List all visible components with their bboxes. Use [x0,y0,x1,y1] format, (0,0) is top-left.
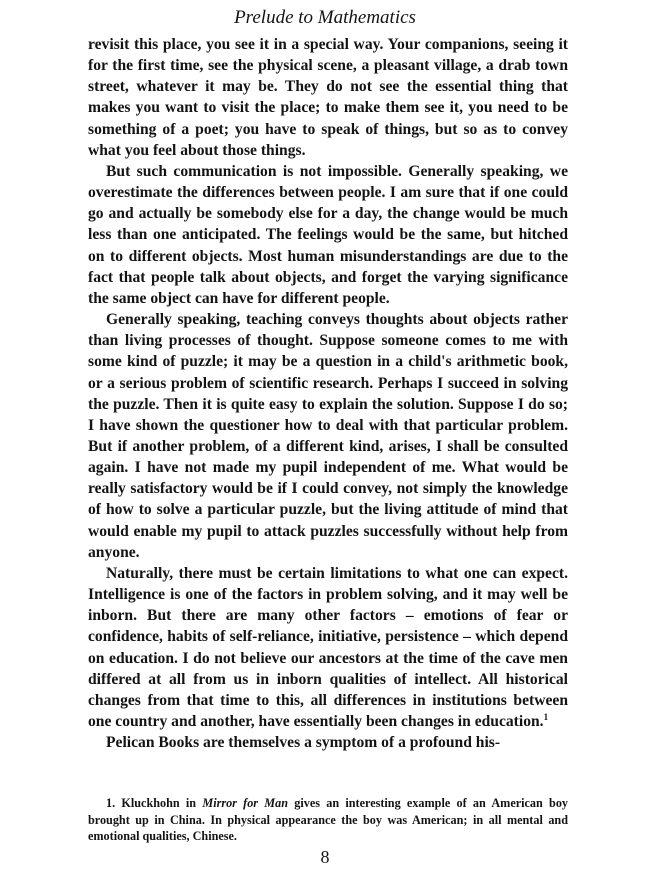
running-head: Prelude to Mathematics [234,7,416,28]
body-text [88,34,568,753]
footnote-reference: 1 [543,711,549,722]
footnote-book-title: Mirror for Man [202,796,289,810]
paragraph-text: Naturally, there must be certain limitations to what one can expect. Intelligence is one of the factors in problem solving, and it may well be inborn. But there are many other factors – emotions of fear or confidence, habits of self-reliance, initiative, persistence – which depend on education. I do not believe our ancestors at the time of the cave men differed at all from us in inborn qualities of intellect. All historical changes from that time to this, all differences in institutions between one country and another, have essentially been changes in education. [88,564,568,730]
footnote-text: gives an interesting example of an American boy brought up in China. In physical appearance the boy was American; in all mental and emotional qualities, Chinese. [88,796,569,843]
paragraph-continued: revisit this place, you see it in a special way. Your companions, seeing it for the first time, see the physical scene, a pleasant village, a drab town street, whatever it may be. They do not see the essential thing that makes you want to visit the place; to make them see it, you need to be something of a poet; you have to speak of things, but so as to convey what you feel about those things. [88,36,568,159]
paragraph-with-footnote [88,563,568,732]
paragraph: Generally speaking, teaching conveys thoughts about objects rather than living processes of thought. Suppose someone comes to me with some kind of puzzle; it may be a question in a child's arithmetic book, or a serious problem of scientific research. Perhaps I succeed in solving the puzzle. Then it is quite easy to explain the solution. Suppose I do so; I have shown the questioner how to deal with that particular problem. But if another problem, of a different kind, arises, I shall be consulted again. I have not made my pupil independent of me. What would be really satisfactory would be if I could convey, not simply the knowledge of how to solve a particular puzzle, but the living attitude of mind that would enable my pupil to attack puzzles successfully without help from anyone. [88,311,568,561]
footnote-number: 1. [106,796,116,810]
footnote-text: Kluckhohn in [121,796,197,810]
paragraph-last-line: Pelican Books are themselves a symptom of a profound his- [106,734,501,752]
footnote [88,795,568,845]
page-number: 8 [320,847,330,867]
paragraph: But such communication is not impossible. Generally speaking, we overestimate the differences between people. I am sure that if one could go and actually be somebody else for a day, the change would be much less than one anticipated. The feelings would be the same, but hitched on to different objects. Most human misunderstandings are due to the fact that people talk about objects, and forget the varying significance the same object can have for different people. [88,162,568,307]
